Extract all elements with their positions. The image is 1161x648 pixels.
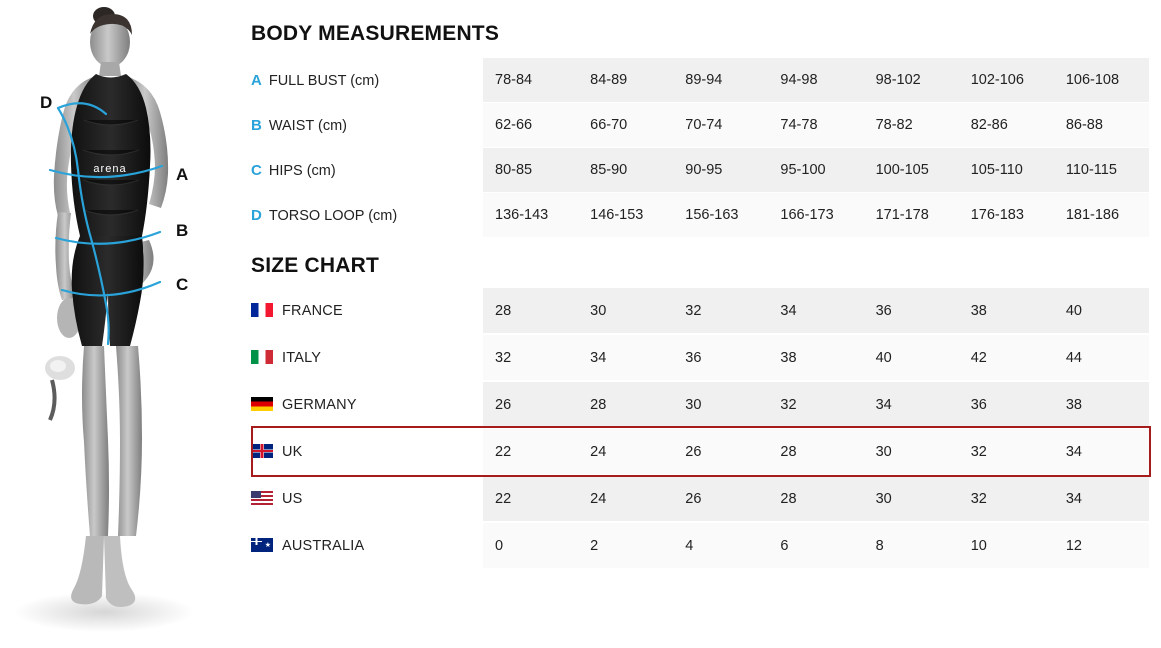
- size-value: 24: [578, 475, 673, 522]
- measurement-value: 102-106: [959, 58, 1054, 103]
- country-label: [251, 475, 483, 522]
- australia-flag-icon: [251, 538, 273, 552]
- size-value: 6: [768, 522, 863, 569]
- measurement-value: 156-163: [673, 193, 768, 238]
- measurement-value: 176-183: [959, 193, 1054, 238]
- measurement-value: 66-70: [578, 103, 673, 148]
- measurement-value: 80-85: [483, 148, 578, 193]
- measurement-name: TORSO LOOP (cm): [268, 207, 398, 224]
- measurement-label: [251, 148, 483, 193]
- uk-flag-icon: [251, 444, 273, 458]
- measurement-value: 146-153: [578, 193, 673, 238]
- measurement-value: 86-88: [1054, 103, 1149, 148]
- measurement-value: 98-102: [864, 58, 959, 103]
- germany-flag-icon: [251, 397, 273, 411]
- measurement-value: 82-86: [959, 103, 1054, 148]
- measurement-letter: A: [251, 71, 262, 89]
- size-value: 8: [864, 522, 959, 569]
- measurement-value: 100-105: [864, 148, 959, 193]
- size-value: 34: [1054, 475, 1149, 522]
- country-name: FRANCE: [282, 302, 343, 319]
- table-row: [251, 334, 1149, 381]
- table-row: [251, 148, 1149, 193]
- measurement-value: 78-84: [483, 58, 578, 103]
- measurement-label: [251, 58, 483, 103]
- measurement-value: 171-178: [864, 193, 959, 238]
- marker-d: D: [40, 93, 53, 112]
- size-value: 40: [864, 334, 959, 381]
- measurement-value: 181-186: [1054, 193, 1149, 238]
- size-value: 28: [578, 381, 673, 428]
- size-value: 22: [483, 428, 578, 475]
- brand-logo: arena: [93, 163, 127, 175]
- measurement-value: 166-173: [768, 193, 863, 238]
- table-row: [251, 522, 1149, 569]
- size-value: 36: [673, 334, 768, 381]
- size-value: 34: [1054, 428, 1149, 475]
- country-name: UK: [282, 443, 303, 460]
- size-value: 30: [673, 381, 768, 428]
- table-row: [251, 193, 1149, 238]
- size-value: 32: [768, 381, 863, 428]
- measurement-value: 74-78: [768, 103, 863, 148]
- size-value: 4: [673, 522, 768, 569]
- size-value: 32: [959, 428, 1054, 475]
- table-row: [251, 58, 1149, 103]
- country-label: [251, 522, 483, 569]
- marker-c: C: [176, 275, 189, 294]
- model-figure: [0, 0, 236, 648]
- size-guide-content: [251, 0, 1151, 648]
- country-name: ITALY: [282, 349, 322, 366]
- size-value: 28: [768, 475, 863, 522]
- model-illustration: [0, 0, 236, 648]
- measurement-name: FULL BUST (cm): [268, 72, 380, 89]
- size-value: 26: [483, 381, 578, 428]
- size-value: 44: [1054, 334, 1149, 381]
- country-label: [251, 334, 483, 381]
- measurement-label: [251, 103, 483, 148]
- country-label: [251, 381, 483, 428]
- measurement-name: WAIST (cm): [268, 117, 347, 134]
- table-row: [251, 428, 1149, 475]
- size-value: 34: [578, 334, 673, 381]
- size-value: 38: [768, 334, 863, 381]
- measurement-letter: C: [251, 161, 262, 179]
- size-value: 36: [959, 381, 1054, 428]
- table-row: [251, 103, 1149, 148]
- size-chart-title: SIZE CHART: [251, 254, 379, 277]
- table-row: [251, 381, 1149, 428]
- table-row: [251, 475, 1149, 522]
- measurement-value: 95-100: [768, 148, 863, 193]
- country-label: [251, 288, 483, 334]
- size-value: 38: [959, 288, 1054, 334]
- size-value: 32: [483, 334, 578, 381]
- size-value: 10: [959, 522, 1054, 569]
- measurement-value: 85-90: [578, 148, 673, 193]
- measurement-label: [251, 193, 483, 238]
- size-value: 2: [578, 522, 673, 569]
- size-value: 34: [768, 288, 863, 334]
- size-value: 28: [768, 428, 863, 475]
- size-value: 30: [864, 475, 959, 522]
- measurement-value: 106-108: [1054, 58, 1149, 103]
- size-value: 36: [864, 288, 959, 334]
- body-measurements-table: [251, 58, 1149, 238]
- size-value: 38: [1054, 381, 1149, 428]
- measurement-value: 90-95: [673, 148, 768, 193]
- us-flag-icon: [251, 491, 273, 505]
- measurement-name: HIPS (cm): [268, 162, 336, 179]
- size-value: 32: [959, 475, 1054, 522]
- size-value: 32: [673, 288, 768, 334]
- country-name: GERMANY: [282, 396, 357, 413]
- size-value: 40: [1054, 288, 1149, 334]
- measurement-value: 136-143: [483, 193, 578, 238]
- size-chart-table: [251, 288, 1149, 570]
- measurement-value: 105-110: [959, 148, 1054, 193]
- italy-flag-icon: [251, 350, 273, 364]
- country-name: US: [282, 490, 303, 507]
- size-value: 26: [673, 428, 768, 475]
- marker-b: B: [176, 221, 189, 240]
- size-value: 24: [578, 428, 673, 475]
- body-measurements-title: BODY MEASUREMENTS: [251, 22, 500, 45]
- size-value: 26: [673, 475, 768, 522]
- measurement-value: 110-115: [1054, 148, 1149, 193]
- size-value: 34: [864, 381, 959, 428]
- france-flag-icon: [251, 303, 273, 317]
- measurement-value: 89-94: [673, 58, 768, 103]
- marker-a: A: [176, 165, 189, 184]
- size-value: 22: [483, 475, 578, 522]
- size-value: 28: [483, 288, 578, 334]
- size-value: 0: [483, 522, 578, 569]
- country-name: AUSTRALIA: [282, 537, 365, 554]
- measurement-value: 62-66: [483, 103, 578, 148]
- country-label: [251, 428, 483, 475]
- measurement-letter: B: [251, 116, 262, 134]
- table-row: [251, 288, 1149, 334]
- size-value: 30: [864, 428, 959, 475]
- size-value: 30: [578, 288, 673, 334]
- measurement-value: 84-89: [578, 58, 673, 103]
- measurement-value: 94-98: [768, 58, 863, 103]
- measurement-letter: D: [251, 206, 262, 224]
- size-value: 12: [1054, 522, 1149, 569]
- size-value: 42: [959, 334, 1054, 381]
- measurement-value: 70-74: [673, 103, 768, 148]
- measurement-value: 78-82: [864, 103, 959, 148]
